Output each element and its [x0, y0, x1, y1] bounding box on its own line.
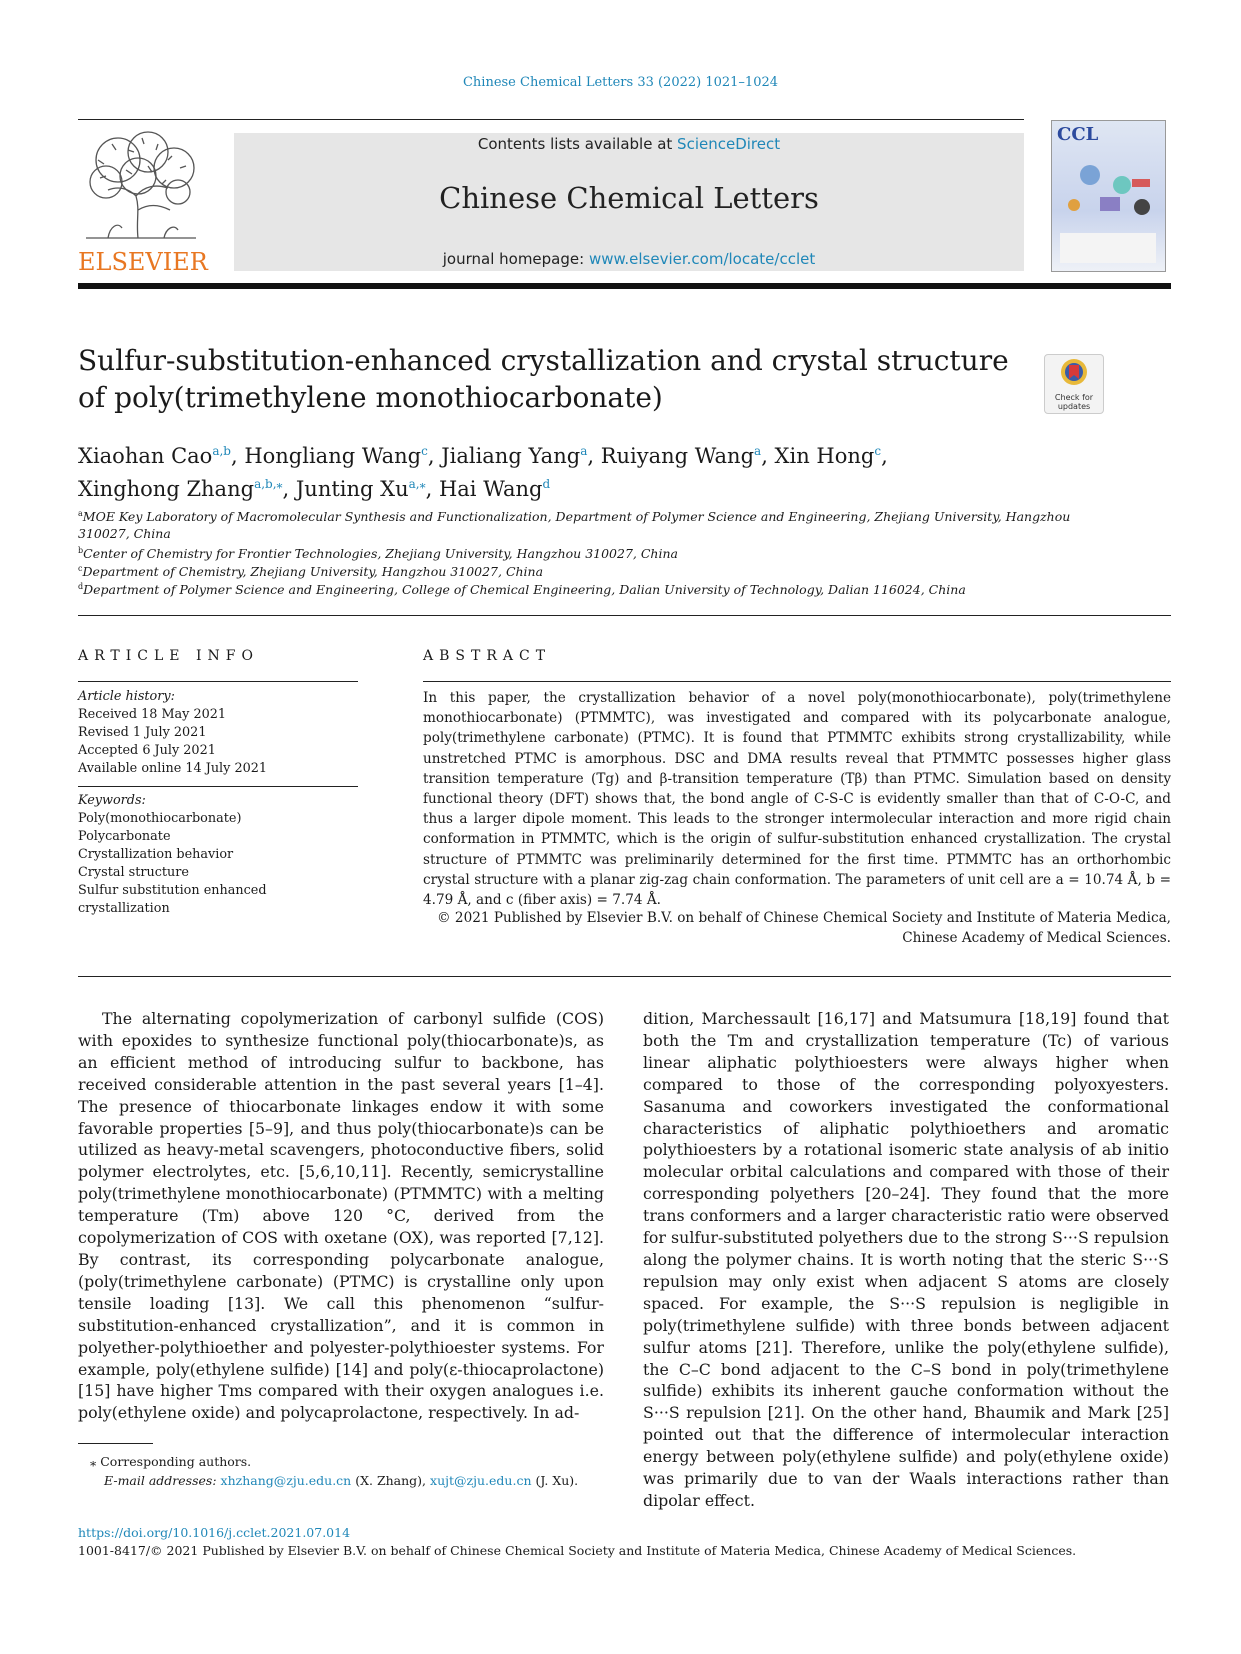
author-name[interactable]: Hongliang Wang [244, 444, 422, 468]
author-aff: a [580, 444, 588, 458]
author-aff: a,b,⁎ [254, 477, 283, 491]
footnote-rule [78, 1443, 153, 1444]
article-history [78, 688, 358, 778]
homepage-link[interactable]: www.elsevier.com/locate/cclet [588, 250, 816, 268]
keywords-rule [78, 786, 358, 787]
keyword-item: Crystal structure [78, 865, 189, 880]
badge-label: Check for updates [1054, 393, 1094, 411]
abstract-copyright: © 2021 Published by Elsevier B.V. on behalf of Chinese Chemical Society and Institute of Materia Medica, Chinese Academy of Medical Sciences. [437, 910, 1171, 946]
info-rule [78, 681, 358, 682]
keywords [78, 792, 358, 918]
author-aff: a,⁎ [408, 477, 426, 491]
author-list: Xiaohan Cao$^{a,b}$, Hongliang Wang$^c$, Jialiang Yang$^a$, Ruiyang Wang$^a$, Xin Hong$^c$, Xinghong Zhang$^{a,b,⁎}$, Junting $Xu^{a,⁎}$, Hai Wang$^d$ [78, 444, 888, 501]
issn-line: 1001-8417/© 2021 Published by Elsevier B.V. on behalf of Chinese Chemical Society and Institute of Materia Medica, Chinese Academy of Medical Sciences. [78, 1543, 1077, 1558]
sciencedirect-link[interactable]: ScienceDirect [677, 135, 781, 153]
homepage-prefix: journal homepage: [442, 250, 589, 268]
author-name[interactable]: Junting Xu [295, 477, 409, 501]
contents-line [234, 135, 1024, 153]
author-aff: c [874, 444, 882, 458]
header-thick-rule [78, 283, 1171, 289]
elsevier-wordmark: ELSEVIER [78, 248, 208, 276]
affiliation-text: Department of Polymer Science and Engineering, College of Chemical Engineering, Dalian University of Technology, Dalian 116024, China [83, 582, 966, 597]
doi-link[interactable]: https://doi.org/10.1016/j.cclet.2021.07.014 [78, 1525, 351, 1540]
email-owner: (J. Xu). [535, 1473, 579, 1488]
history-label: Article history: [78, 689, 175, 704]
author-aff: d [542, 477, 551, 491]
journal-banner [234, 133, 1024, 271]
abstract-text: In this paper, the crystallization behavior of a novel poly(monothiocarbonate), poly(trimethylene monothiocarbonate) (PTMMTC), was investigated and compared with its polycarbonate analogue, poly(trimethylene carbonate) (PTMC). It is found that PTMMTC exhibits strong crystallizability, while unstretched PTMC is amorphous. DSC and DMA results reveal that PTMMTC possesses higher glass transition temperature (Tg) and β-transition temperature (Tβ) than PTMC. Simulation based on density functional theory (DFT) shows that, the bond angle of C-S-C is evidently smaller than that of C-O-C, and thus a larger dipole moment. This leads to the stronger intermolecular interaction and more rigid chain conformation in PTMMTC, which is the origin of sulfur-substitution enhanced crystallization. The crystal structure of PTMMTC was preliminarily determined for the first time. PTMMTC has an orthorhombic crystal structure with a planar zig-zag chain conformation. The parameters of unit cell are a = 10.74 Å, b = 4.79 Å, and c (fiber axis) = 7.74 Å. [423, 690, 1171, 909]
affiliation-text: Center of Chemistry for Frontier Technologies, Zhejiang University, Hangzhou 310027, China [83, 546, 678, 561]
cover-art [1060, 157, 1156, 227]
history-item: Available online 14 July 2021 [78, 761, 268, 776]
author-name[interactable]: Hai Wang [438, 477, 543, 501]
keyword-item: Polycarbonate [78, 829, 171, 844]
elsevier-tree-icon [78, 130, 204, 242]
author-aff: c [421, 444, 428, 458]
journal-cover[interactable] [1051, 120, 1166, 272]
email-label: E-mail addresses: [104, 1473, 217, 1488]
elsevier-logo [78, 130, 208, 276]
homepage-line [234, 250, 1024, 268]
affiliation-mark: b [78, 546, 84, 555]
journal-citation[interactable]: Chinese Chemical Letters 33 (2022) 1021–1024 [462, 75, 779, 90]
footnote-mark: ⁎ [90, 1454, 97, 1469]
affiliation [78, 505, 1078, 542]
affiliation [78, 560, 1078, 580]
body-left-column: The alternating copolymerization of carbonyl sulfide (COS) with epoxides to synthesize functional poly(thiocarbonate)s, as an efficient method of introducing sulfur to backbone, has received considerable attention in the past several years [1–4]. The presence of thiocarbonate linkages endow it with some favorable properties [5–9], and thus poly(thiocarbonate)s can be utilized as heavy-metal scavengers, photoconductive fibers, solid polymer electrolytes, etc. [5,6,10,11]. Recently, semicrystalline poly(trimethylene monothiocarbonate) (PTMMTC) with a melting temperature (Tm) above 120 °C, derived from the copolymerization of COS with oxetane (OX), was reported [7,12]. By contrast, its corresponding polycarbonate analogue, (poly(trimethylene carbonate) (PTMC) is crystalline only upon tensile loading [13]. We call this phenomenon “sulfur-substitution-enhanced crystallization”, and it is common in polyether-polythioether and polyester-polythioester systems. For example, poly(ethylene sulfide) [14] and poly(ε-thiocaprolactone) [15] have higher Tms compared with their oxygen analogues i.e. poly(ethylene oxide) and polycaprolactone, respectively. In ad- [78, 1009, 604, 1423]
body-right-column: dition, Marchessault [16,17] and Matsumura [18,19] found that both the Tm and crystallization temperature (Tc) of various linear aliphatic polythioesters were always higher when compared to those of the corresponding polyoxyesters. Sasanuma and coworkers investigated the conformational characteristics of aliphatic polythioethers and aromatic polythioesters by a rotational isomeric state analysis of ab initio molecular orbital calculations and compared with those of their corresponding polyethers [20–24]. They found that the more trans conformers and a larger characteristic ratio were observed for sulfur-substituted polyethers due to the strong S···S repulsion along the polymer chains. It is worth noting that the steric S···S repulsion may only exist when adjacent S atoms are closely spaced. For example, the S···S repulsion is negligible in poly(trimethylene sulfide) with three bonds between adjacent sulfur atoms [21]. Therefore, unlike the poly(ethylene sulfide), the C–C bond adjacent to the C–S bond in poly(trimethylene sulfide) exhibits its inherent gauche conformation without the S···S repulsion [21]. On the other hand, Bhaumik and Mark [25] pointed out that the difference of intermolecular interaction energy between poly(ethylene sulfide) and poly(ethylene oxide) was primarily due to van der Waals interactions rather than dipolar effect. [643, 1009, 1169, 1510]
article-title: Sulfur-substitution-enhanced crystallization and crystal structure of poly(trimethylene monothiocarbonate) [78, 344, 1009, 414]
footnote-corresponding [90, 1452, 590, 1471]
footnote-emails [90, 1471, 590, 1490]
corresponding-label: Corresponding authors. [100, 1454, 252, 1469]
email-owner: (X. Zhang), [355, 1473, 427, 1488]
cover-footer [1060, 233, 1156, 263]
affiliation-text: Department of Chemistry, Zhejiang University, Hangzhou 310027, China [82, 564, 544, 579]
cover-illustration-icon [1060, 157, 1156, 227]
affiliation-mark: c [78, 564, 83, 573]
journal-title: Chinese Chemical Letters [439, 181, 819, 215]
affiliation-mark: a [78, 509, 83, 518]
author-name[interactable]: Xin Hong [774, 444, 875, 468]
header-rule [78, 119, 1024, 120]
article-info-heading: ARTICLE INFO [78, 648, 259, 664]
author-name[interactable]: Xinghong Zhang [78, 477, 255, 501]
history-item: Revised 1 July 2021 [78, 725, 207, 740]
abstract-heading: ABSTRACT [423, 648, 552, 664]
affiliation [78, 578, 1078, 598]
history-item: Accepted 6 July 2021 [78, 743, 216, 758]
affiliation-mark: d [78, 582, 84, 591]
affiliation-text: MOE Key Laboratory of Macromolecular Synthesis and Functionalization, Department of Polymer Science and Engineering, Zhejiang University, Hangzhou 310027, China [78, 509, 1071, 541]
keywords-label: Keywords: [78, 793, 146, 808]
email-link[interactable]: xhzhang@zju.edu.cn [220, 1473, 352, 1488]
history-item: Received 18 May 2021 [78, 707, 227, 722]
author-name[interactable]: Xiaohan Cao [78, 444, 213, 468]
keyword-item: Sulfur substitution enhanced crystallization [78, 883, 267, 916]
affiliation [78, 542, 1078, 562]
keyword-item: Poly(monothiocarbonate) [78, 811, 242, 826]
footnote [90, 1452, 590, 1490]
update-ribbon-icon [1045, 355, 1103, 389]
keyword-item: Crystallization behavior [78, 847, 234, 862]
author-name[interactable]: Ruiyang Wang [600, 444, 755, 468]
check-for-updates-badge[interactable] [1044, 354, 1104, 414]
abstract-rule [423, 681, 1171, 682]
section-rule [78, 615, 1171, 616]
email-link[interactable]: xujt@zju.edu.cn [430, 1473, 532, 1488]
author-aff: a [754, 444, 762, 458]
body-rule [78, 976, 1171, 977]
contents-prefix: Contents lists available at [477, 135, 678, 153]
cover-logo: CCL [1057, 124, 1099, 145]
author-name[interactable]: Jialiang Yang [441, 444, 581, 468]
author-aff: a,b [212, 444, 231, 458]
